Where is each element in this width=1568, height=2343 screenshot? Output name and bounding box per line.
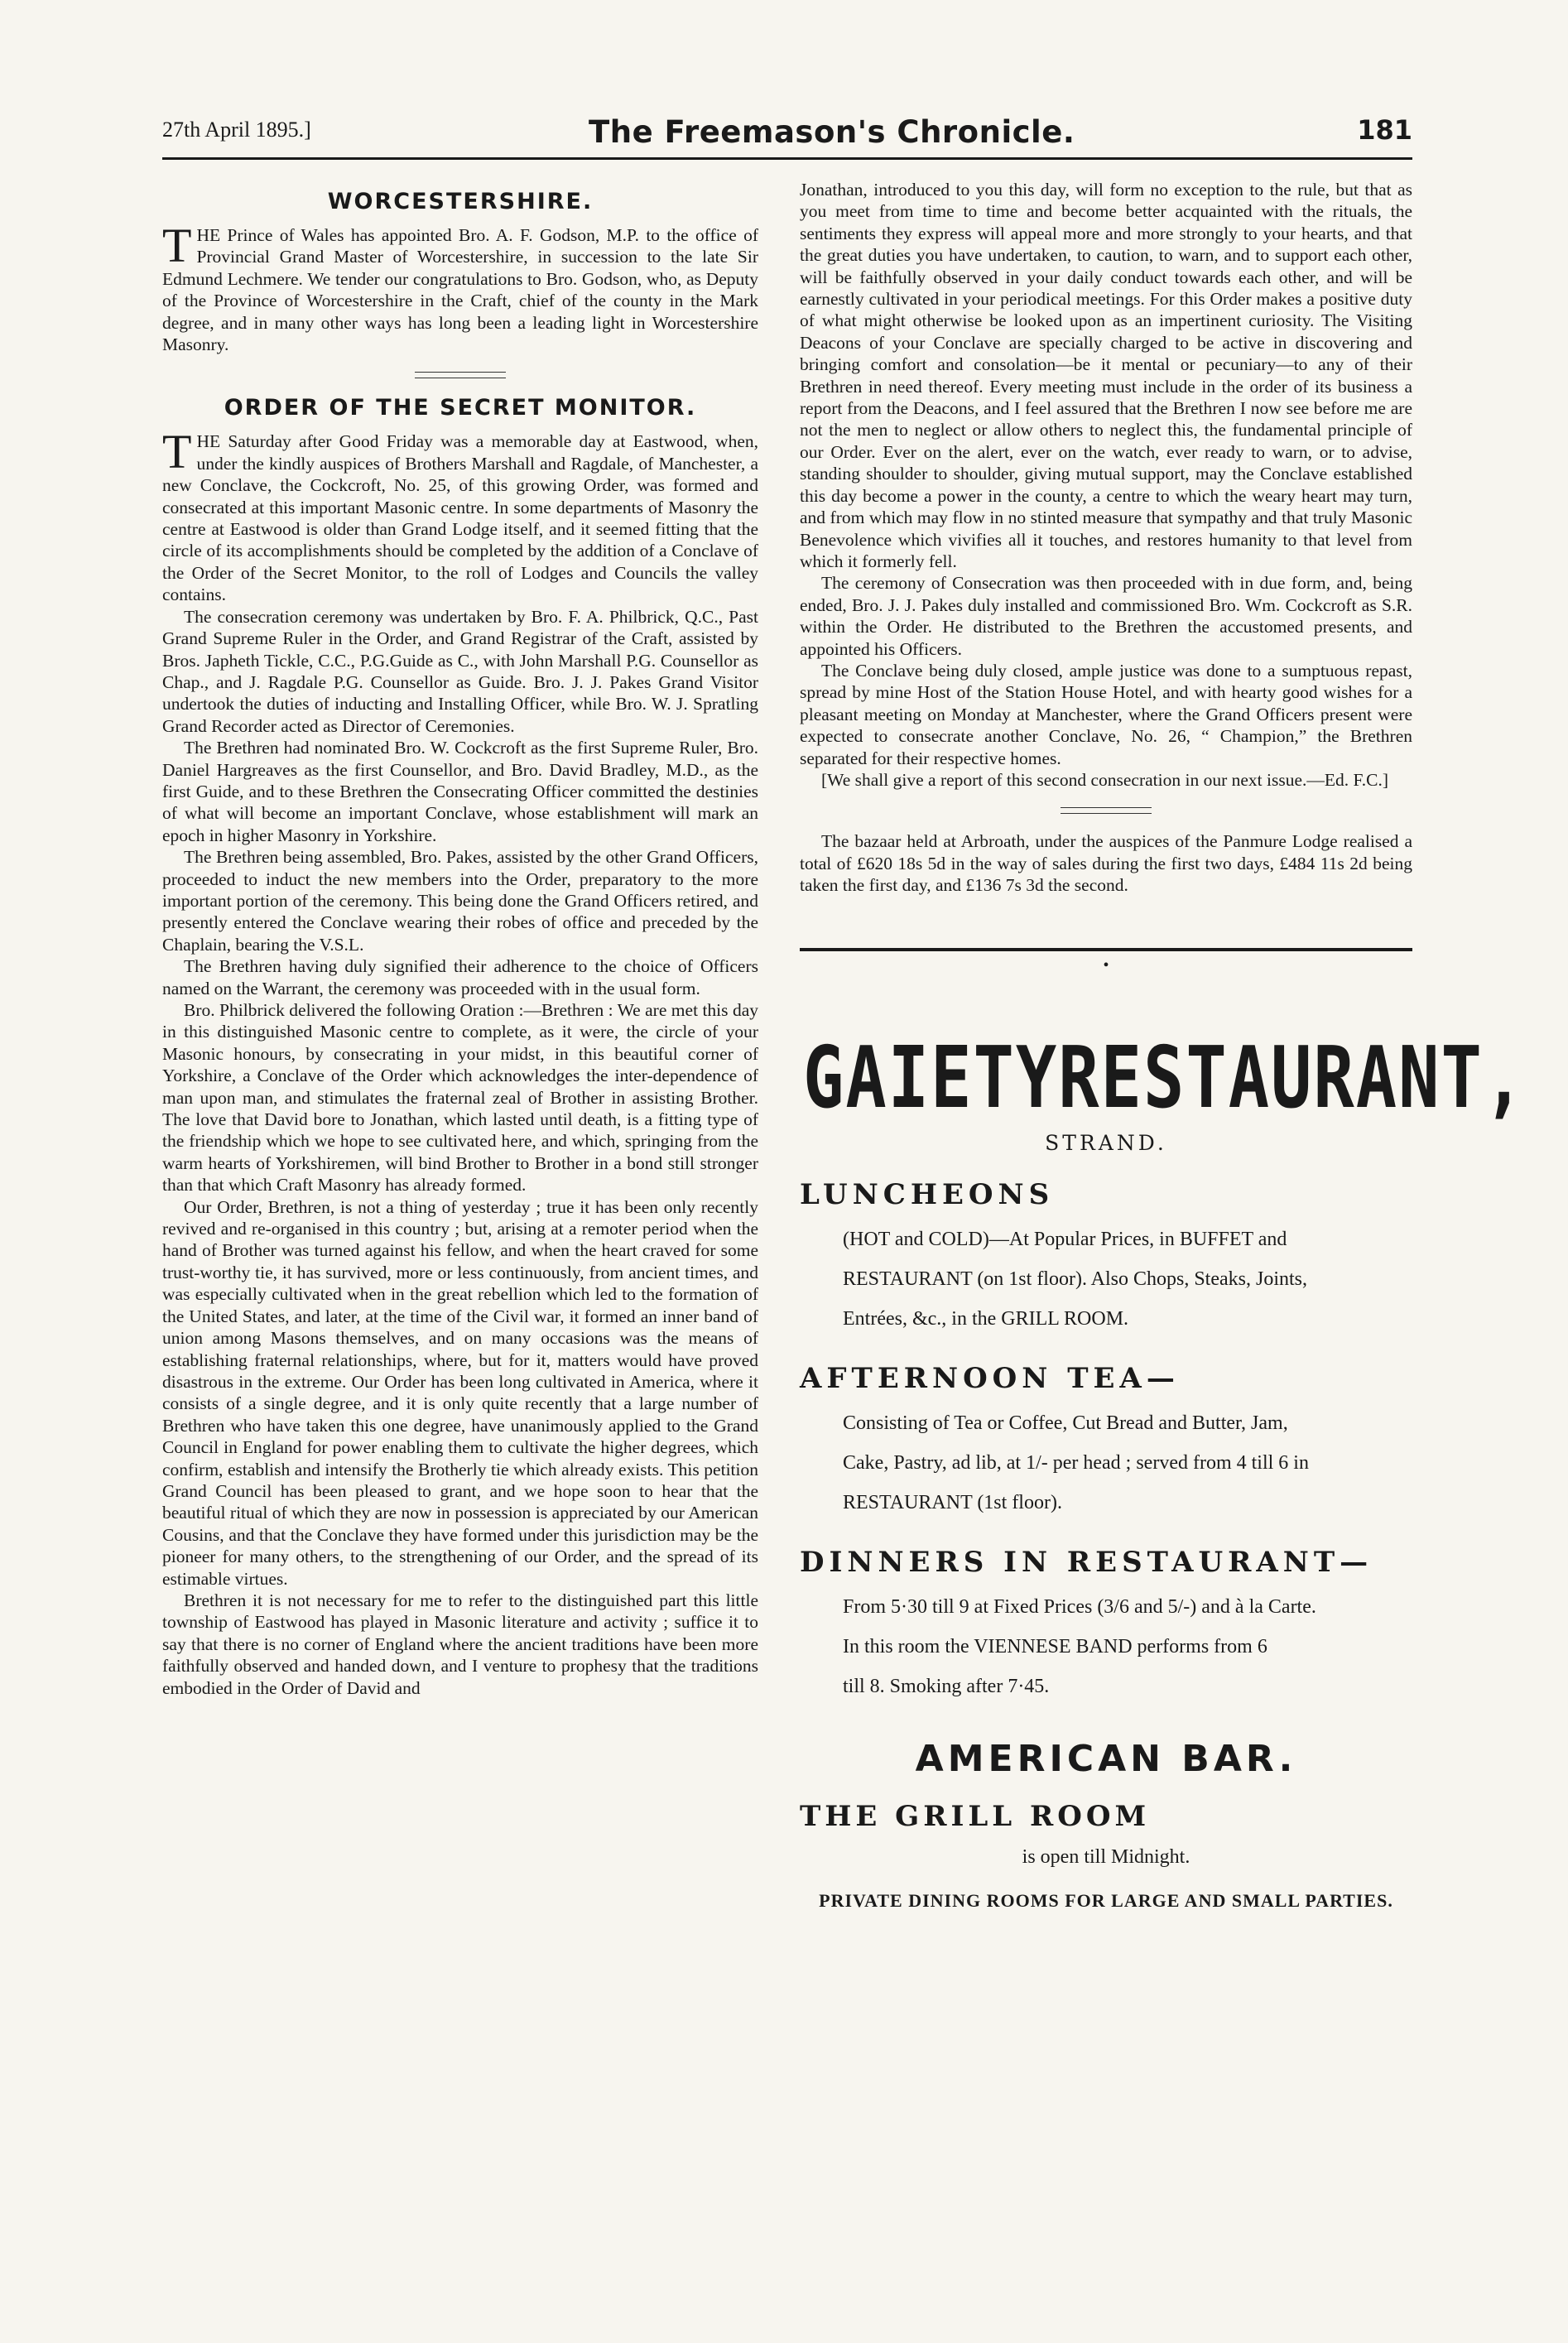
private-rooms-notice: PRIVATE DINING ROOMS FOR LARGE AND SMALL PARTIES.: [819, 1889, 1393, 1911]
continued-paragraph: Jonathan, introduced to you this day, will form no exception to the rule, but that as you meet from time to time and become better acquainted with the rituals, the sentiments they express will appeal more and more strongly to your hearts, and that the great duties you have undertaken, to caution, to warn, and to support each other, will be faithfully observed in your daily conduct towards each other, and will be earnestly cultivated in your periodical meetings. For this Order makes a positive duty of what might otherwise be looked upon as an impertinent curiosity. The Visiting Deacons of your Conclave are specially charged to be active in discovering and bringing comfort and consolation—be it mental or pecuniary—to any of their Brethren in need thereof. Every meeting must include in the order of its business a report from the Deacons, and I feel assured that the Brethren I now see before me are not the men to neglect or allow others to neglect this, the fundamental principle of our Order. Ever on the alert, ever on the watch, ever ready to warn, or to advise, standing shoulder to shoulder, giving mutual support, may the Conclave established this day become a power in the county, a centre to which the weary heart may turn, and from which may flow in no stinted measure that sympathy and that truly Masonic Benevolence which vivifies all it touches, and restores humanity to that level from which it formerly fell.: [800, 180, 1412, 571]
section-divider: [415, 372, 506, 378]
ad-line: In this room the VIENNESE BAND performs from 6: [843, 1635, 1267, 1657]
restaurant-title-word: GAIETY: [803, 1028, 1059, 1128]
ad-line: From 5·30 till 9 at Fixed Prices (3/6 and 5/-) and à la Carte.: [843, 1595, 1316, 1618]
american-bar-heading: AMERICAN BAR.: [915, 1737, 1297, 1780]
grill-room-hours: is open till Midnight.: [1022, 1845, 1190, 1868]
restaurant-location: STRAND.: [1045, 1130, 1167, 1155]
ad-line: Cake, Pastry, ad lib, at 1/- per head ; served from 4 till 6 in: [843, 1451, 1309, 1474]
left-column: [162, 179, 758, 1699]
ad-line: RESTAURANT (1st floor).: [843, 1491, 1062, 1513]
issue-date: 27th April 1895.]: [162, 118, 311, 142]
ad-line: Entrées, &c., in the GRILL ROOM.: [843, 1307, 1129, 1330]
oration-paragraph: Our Order, Brethren, is not a thing of yesterday ; true it has been only recently revived and re-organised in this country ; but, arising at a remoter period when the hand of Brother was turned against his fellow, and when the heart craved for some trust-worthy tie, it has survived, more or less continuously, from ancient times, and was especially cultivated when in the great rebellion which led to the formation of the United States, and later, at the time of the Civil war, it formed an inner band of union among Masons themselves, and on many occasions was the means of establishing fraternal relationships, where, but for it, matters would have proved disastrous in the extreme. Our Order has been long cultivated in America, where it consists of a single degree, and it is only quite recently that a large number of Brethren who have taken this one degree, have unanimously applied to the Grand Council in England for power enabling them to cultivate the higher degrees, which confirm, establish and intensify the Brotherly tie which already exists. This petition Grand Council has been pleased to grant, and we hope soon to hear that the beautiful ritual of which they are now in possession is appreciated by our American Cousins, and that the Conclave they have formed under this jurisdiction may be the pioneer for many others, to the strengthening of our Order, and the spread of its estimable virtues.: [162, 1196, 758, 1589]
article-paragraph: THE Saturday after Good Friday was a memorable day at Eastwood, when, under the kindly auspices of Brothers Marshall and Ragdale, of Manchester, a new Conclave, the Cockcroft, No. 25, of this growing Order, was formed and consecrated at this important Masonic centre. In some departments of Masonry the centre at Eastwood is older than Grand Lodge itself, and it seemed fitting that the circle of its accomplishments should be completed by the addition of a Conclave of the Order of the Secret Monitor, to the roll of Lodges and Councils the valley contains.: [162, 425, 758, 605]
oration-paragraph: Bro. Philbrick delivered the following Oration :—Brethren : We are met this day in this distinguished Masonic centre to complete, as it were, the circle of your Masonic honours, by consecrating in your midst, in this beautiful corner of Yorkshire, a Conclave of the Order which acknowledges the inter-dependence of man upon man, and stimulates the fraternal zeal of Brother in assisting Brother. The love that David bore to Jonathan, which lasted until death, is a fitting type of the friendship which we hope to see cultivated here, and which, springing from the warm hearts of Yorkshiremen, will bind Brother to Brother in a bond still stronger than that which Craft Masonry has already formed.: [162, 1000, 758, 1196]
ad-line: (HOT and COLD)—At Popular Prices, in BUFFET and: [843, 1228, 1287, 1250]
ornament-dot: •: [1103, 955, 1109, 974]
afternoon-tea-body: [800, 1403, 1412, 1523]
article-paragraph: The Brethren had nominated Bro. W. Cockcroft as the first Supreme Ruler, Bro. Daniel Hargreaves as the first Counsellor, and Bro. David Bradley, M.D., as the first Guide, and to these Brethren the Consecrating Officer committed the destinies of what will become an important Conclave, whose establishment will mark an epoch in higher Masonry in Yorkshire.: [162, 738, 758, 845]
dinners-heading: DINNERS IN RESTAURANT—: [800, 1545, 1373, 1579]
ad-line: Consisting of Tea or Coffee, Cut Bread and Butter, Jam,: [843, 1412, 1288, 1434]
page-number: 181: [1357, 114, 1412, 146]
editor-note: [We shall give a report of this second consecration in our next issue.—Ed. F.C.]: [821, 769, 1388, 790]
afternoon-tea-heading: AFTERNOON TEA—: [800, 1361, 1180, 1395]
restaurant-title-word: RESTAURANT,: [1058, 1028, 1527, 1128]
worcestershire-paragraph: THE Prince of Wales has appointed Bro. A. F. Godson, M.P. to the office of Provincial Grand Master of Worcestershire, in succession to the late Sir Edmund Lechmere. We tender our congratulations to Bro. Godson, who, as Deputy of the Province of Worcestershire in the Craft, chief of the county in the Mark degree, and in many other ways has long been a leading light in Worcestershire Masonry.: [162, 219, 758, 355]
continued-paragraph: The Conclave being duly closed, ample justice was done to a sumptuous repast, spread by mine Host of the Station House Hotel, and with hearty good wishes for a pleasant meeting on Monday at Manchester, where the Grand Officers present were expected to consecrate another Conclave, No. 26, “ Champion,” the Brethren separated for their respective homes.: [800, 660, 1412, 768]
article-paragraph: The consecration ceremony was undertaken by Bro. F. A. Philbrick, Q.C., Past Grand Supreme Ruler in the Order, and Grand Registrar of the Craft, assisted by Bros. Japheth Tickle, C.C., P.G.Guide as C., with John Marshall P.G. Counsellor as Chap., and J. Ragdale P.G. Counsellor as Guide. Bro. J. J. Pakes Grand Visitor undertook the duties of inducting and Installing Officer, while Bro. W. J. Spratling Grand Recorder acted as Director of Ceremonies.: [162, 606, 758, 736]
header-rule: [162, 157, 1412, 160]
bazaar-paragraph: The bazaar held at Arbroath, under the auspices of the Panmure Lodge realised a total of £620 18s 5d in the way of sales during the first two days, £484 11s 2d being taken the first day, and £136 7s 3d the second.: [800, 831, 1412, 896]
grill-room-heading: THE GRILL ROOM: [800, 1799, 1151, 1833]
advert-rule: [800, 948, 1412, 951]
ad-line: RESTAURANT (on 1st floor). Also Chops, Steaks, Joints,: [843, 1268, 1307, 1290]
article-paragraph: The Brethren having duly signified their adherence to the choice of Officers named on the Warrant, the ceremony was proceeded with in the usual form.: [162, 956, 758, 998]
ad-line: till 8. Smoking after 7·45.: [843, 1675, 1050, 1697]
section-divider: [1061, 807, 1152, 814]
worcestershire-heading: WORCESTERSHIRE.: [327, 189, 594, 214]
luncheons-body: [800, 1220, 1412, 1339]
right-column: [800, 179, 1527, 1912]
article-paragraph: The Brethren being assembled, Bro. Pakes, assisted by the other Grand Officers, proceeded to induct the new members into the Order, preparatory to the more important portion of the ceremony. This being done the Grand Officers retired, and presently entered the Conclave wearing their robes of office and preceded by the Chaplain, bearing the V.S.L.: [162, 847, 758, 955]
secret-monitor-heading: ORDER OF THE SECRET MONITOR.: [224, 395, 697, 421]
publication-title: The Freemason's Chronicle.: [589, 114, 1075, 150]
oration-paragraph: Brethren it is not necessary for me to refer to the distinguished part this little township of Eastwood has played in Masonic literature and activity ; suffice it to say that there is no corner of England where the ancient traditions have been more faithfully observed and handed down, and I venture to prophesy that the traditions embodied in the Order of David and: [162, 1590, 758, 1698]
page-header: [162, 114, 1412, 151]
continued-paragraph: The ceremony of Consecration was then proceeded with in due form, and, being ended, Bro. J. J. Pakes duly installed and commissioned Bro. Wm. Cockcroft as S.R. within the Order. He distributed to the Brethren the accustomed presents, and appointed his Officers.: [800, 573, 1412, 659]
restaurant-title: [800, 1028, 1527, 1128]
dropcap: T: [162, 219, 192, 272]
dropcap: T: [162, 425, 192, 479]
luncheons-heading: LUNCHEONS: [800, 1177, 1055, 1211]
dinners-body: [800, 1587, 1412, 1706]
